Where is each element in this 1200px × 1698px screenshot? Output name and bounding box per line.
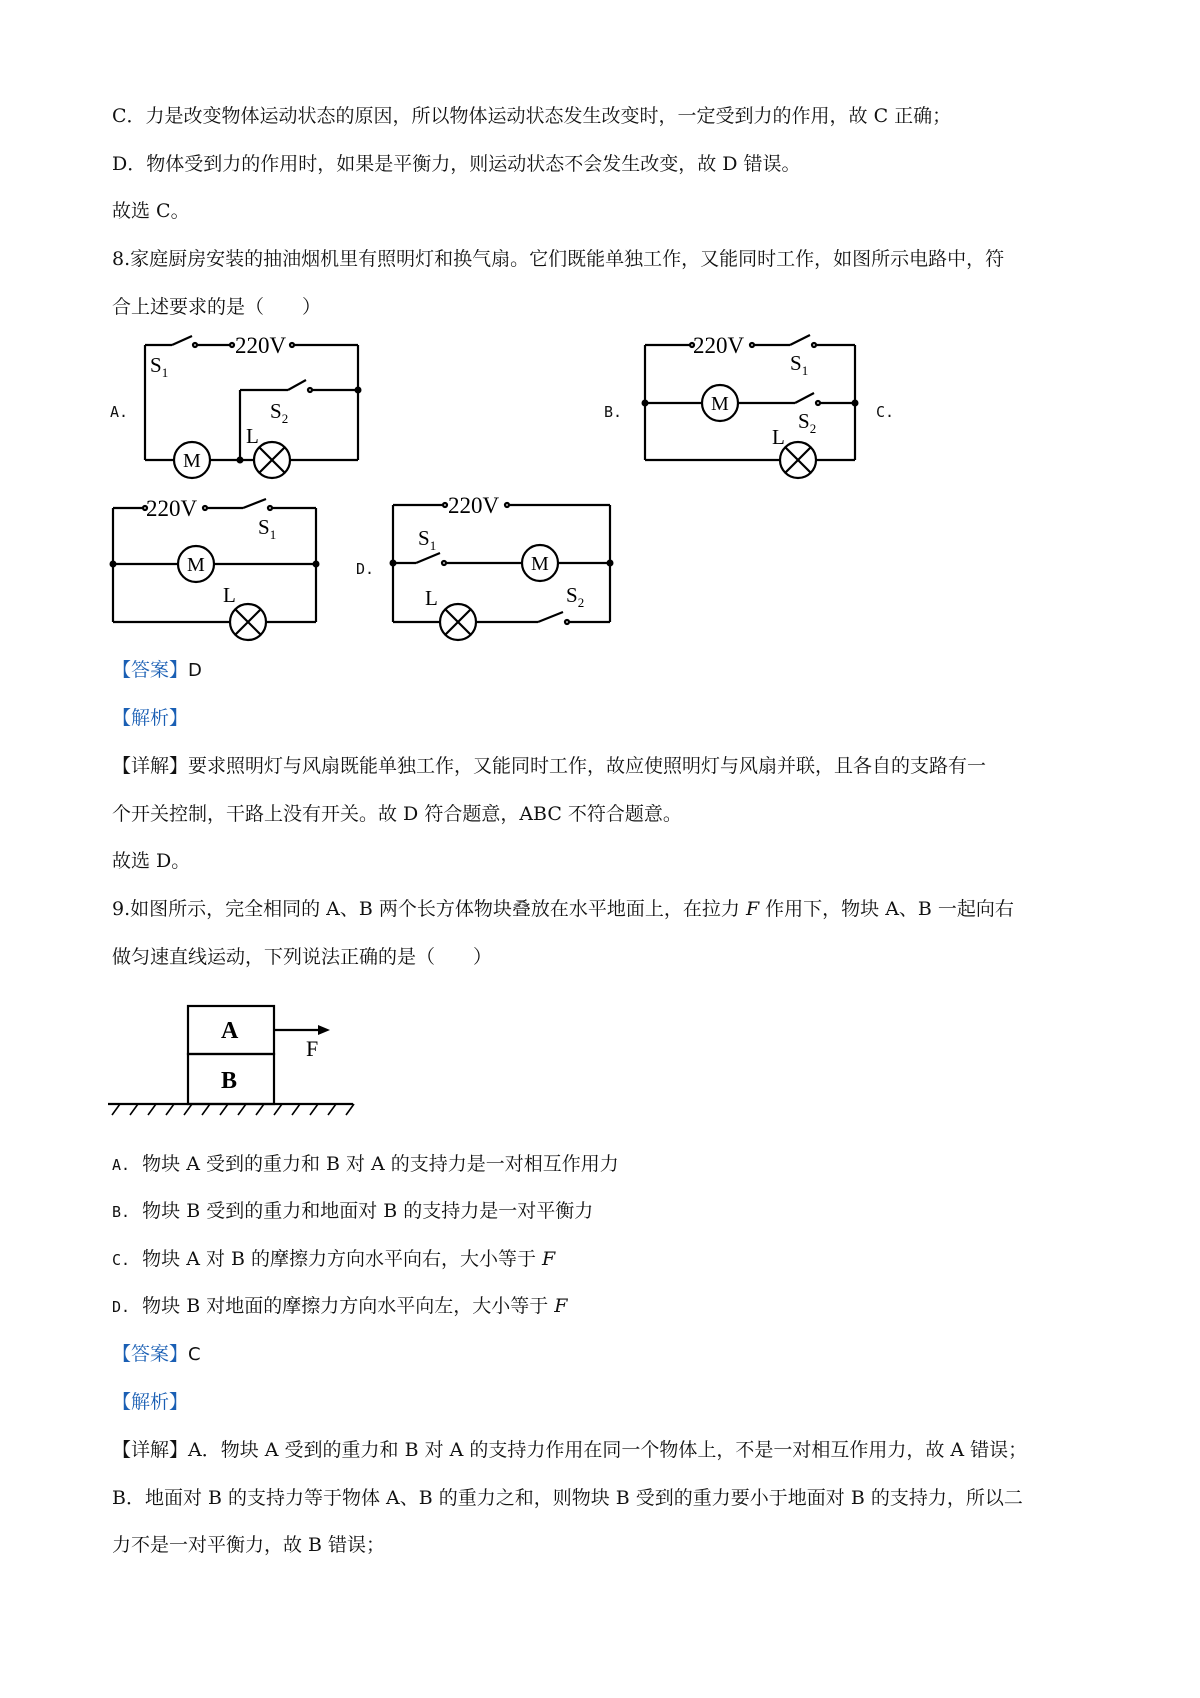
q9-detail-line1: 【详解】A．物块 A 受到的重力和 B 对 A 的支持力作用在同一个物体上，不是一对相互作用力，故 A 错误； (112, 1439, 1028, 1461)
svg-text:L: L (223, 583, 236, 607)
circuit-diagram-a (140, 330, 370, 480)
circuit-diagram-d (388, 490, 618, 645)
q9-answer-value: C (188, 1344, 201, 1365)
q7-option-d-explanation: D．物体受到力的作用时，如果是平衡力，则运动状态不会发生改变，故 D 错误。 (112, 153, 801, 175)
q8-option-a-label: A. (110, 403, 129, 421)
svg-text:220V: 220V (693, 333, 745, 358)
svg-text:L: L (425, 586, 438, 610)
svg-text:S1: $S_1$ (258, 515, 277, 542)
svg-text:M: M (531, 553, 549, 575)
q9-stem-line2: 做匀速直线运动，下列说法正确的是（ ） (112, 946, 493, 968)
q8-detail-line2: 个开关控制，干路上没有开关。故 D 符合题意，ABC 不符合题意。 (112, 803, 682, 825)
q8-answer-value: D (188, 660, 202, 681)
circuit-diagram-b (640, 330, 865, 480)
block-a-label: A (221, 1018, 239, 1044)
q9-option-b: B. 物块 B 受到的重力和地面对 B 的支持力是一对平衡力 (112, 1200, 594, 1222)
q8-option-c-label: C. (876, 403, 895, 421)
q8-answer: 【答案】D (112, 659, 202, 681)
q9-detail-line2: B．地面对 B 的支持力等于物体 A、B 的重力之和，则物块 B 受到的重力要小于地面对 B 的支持力，所以二 (112, 1487, 1023, 1509)
q8-selection: 故选 D。 (112, 850, 191, 872)
svg-text:M: M (711, 393, 729, 415)
svg-text:L: L (772, 425, 785, 449)
svg-text:S1: $S_1$ (418, 526, 437, 553)
switch-s2-label: $S_2$ (270, 399, 289, 426)
circuit-diagram-c (108, 494, 323, 642)
block-b-label: B (221, 1068, 238, 1094)
lamp-label: L (246, 424, 259, 448)
q9-stem-line1: 9.如图所示，完全相同的 A、B 两个长方体物块叠放在水平地面上，在拉力 F 作用下，物块 A、B 一起向右 (112, 898, 1014, 920)
q8-option-b-label: B. (604, 403, 623, 421)
q8-option-d-label: D. (356, 560, 375, 578)
svg-text:M: M (187, 554, 205, 576)
q9-answer: 【答案】C (112, 1343, 201, 1365)
svg-text:220V: 220V (448, 493, 500, 518)
q7-option-c-explanation: C．力是改变物体运动状态的原因，所以物体运动状态发生改变时，一定受到力的作用，故 C 正确； (112, 105, 952, 127)
svg-text:S1: $S_1$ (790, 351, 809, 378)
motor-label: M (183, 450, 201, 472)
q9-option-c: C. 物块 A 对 B 的摩擦力方向水平向右，大小等于 F (112, 1248, 556, 1270)
q8-detail-line1: 【详解】要求照明灯与风扇既能单独工作，又能同时工作，故应使照明灯与风扇并联，且各自的支路有一 (112, 755, 987, 777)
q8-stem-line2: 合上述要求的是（ ） (112, 296, 322, 318)
voltage-label: 220V (235, 333, 287, 358)
q7-selection: 故选 C。 (112, 200, 190, 222)
q9-option-d: D. 物块 B 对地面的摩擦力方向水平向左，大小等于 F (112, 1295, 568, 1317)
stacked-blocks-figure (108, 1000, 358, 1122)
q8-stem-line1: 8.家庭厨房安装的抽油烟机里有照明灯和换气扇。它们既能单独工作，又能同时工作，如图所示电路中，符 (112, 248, 1005, 270)
q9-detail-line3: 力不是一对平衡力，故 B 错误； (112, 1534, 386, 1556)
q9-analysis-label: 【解析】 (112, 1391, 189, 1413)
switch-s1-label: $S_1$ (150, 353, 169, 380)
svg-text:S2: $S_2$ (798, 409, 817, 436)
svg-text:220V: 220V (146, 496, 198, 521)
svg-text:S2: $S_2$ (566, 583, 585, 610)
force-f-label: F (306, 1036, 319, 1061)
q8-analysis-label: 【解析】 (112, 707, 189, 729)
q9-option-a: A. 物块 A 受到的重力和 B 对 A 的支持力是一对相互作用力 (112, 1153, 619, 1175)
